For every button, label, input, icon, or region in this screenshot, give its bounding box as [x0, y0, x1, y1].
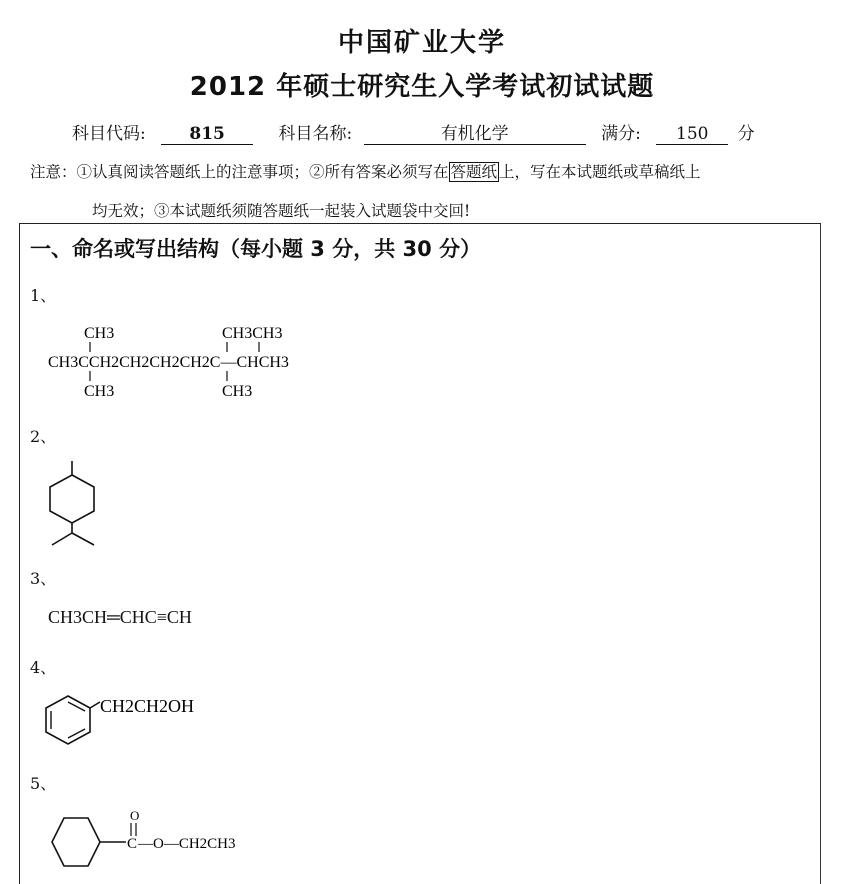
- q5-carbonyl-oxygen: O: [130, 808, 140, 823]
- q5-carbonyl-carbon: C: [127, 836, 138, 852]
- q5-ester-tail: —O—CH2CH3: [138, 836, 236, 852]
- notice-line-1: [30, 160, 701, 182]
- q1-bottom-left-group: CH3: [84, 383, 115, 400]
- exam-title: 2012 年硕士研究生入学考试初试试题: [189, 72, 655, 102]
- q1-main-chain: CH3CCH2CH2CH2CH2C—CHCH3: [48, 354, 289, 371]
- q5-ester-structure: [46, 808, 276, 870]
- q4-benzene-structure: [42, 688, 242, 754]
- subject-name-label: 科目名称:: [278, 124, 353, 144]
- full-score: 150: [656, 124, 728, 145]
- subject-name: 有机化学: [364, 119, 586, 145]
- notice-suffix: 上，写在本试题纸或草稿纸上: [499, 163, 701, 181]
- q5-number: 5、: [30, 774, 57, 793]
- q1-number: 1、: [30, 286, 57, 305]
- q4-number: 4、: [30, 658, 57, 677]
- subject-code-label: 科目代码:: [72, 124, 146, 144]
- q2-cyclohexane-structure: [40, 455, 110, 550]
- q1-structure: [44, 318, 344, 404]
- q3-number: 3、: [30, 569, 57, 588]
- q1-top-right-group: CH3CH3: [222, 325, 283, 342]
- q2-number: 2、: [30, 427, 57, 446]
- subject-code: 815: [161, 124, 253, 145]
- answer-sheet-boxed: 答题纸: [450, 163, 498, 181]
- score-unit: 分: [737, 124, 755, 144]
- university-name: 中国矿业大学: [337, 28, 506, 58]
- q1-bottom-right-group: CH3: [222, 383, 253, 400]
- subject-info: [72, 119, 755, 145]
- section-title: 一、命名或写出结构（每小题 3 分，共 30 分）: [30, 237, 482, 261]
- q1-top-left-group: CH3: [84, 325, 115, 342]
- notice-prefix: 注意：①认真阅读答题纸上的注意事项；②所有答案必须写在: [30, 163, 449, 181]
- notice-line-2: 均无效；③本试题纸须随答题纸一起装入试题袋中交回!: [92, 202, 471, 220]
- q3-formula: CH3CH═CHC≡CH: [48, 607, 192, 627]
- full-score-label: 满分:: [601, 124, 641, 144]
- q4-substituent: CH2CH2OH: [100, 696, 195, 716]
